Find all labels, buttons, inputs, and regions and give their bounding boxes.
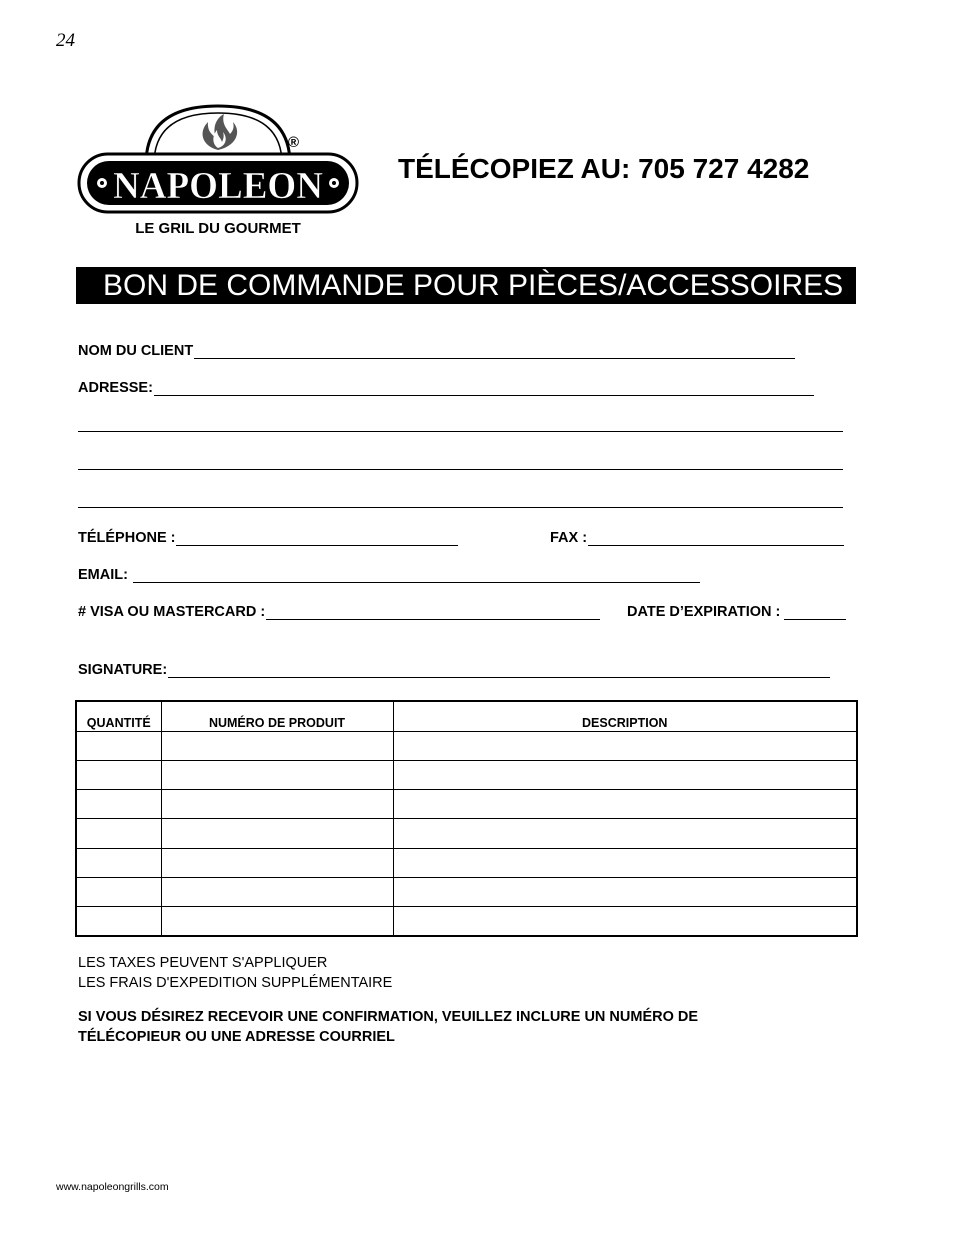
address-line[interactable] — [154, 383, 814, 396]
logo-tagline: LE GRIL DU GOURMET — [135, 220, 301, 237]
footer-url: www.napoleongrills.com — [56, 1181, 169, 1193]
quantity-cell[interactable] — [76, 907, 161, 936]
table-row — [76, 848, 857, 877]
description-cell[interactable] — [393, 877, 857, 906]
confirmation-note-line1: SI VOUS DÉSIREZ RECEVOIR UNE CONFIRMATION, VEUILLEZ INCLURE UN NUMÉRO DE — [78, 1009, 699, 1025]
fax-label: FAX : — [550, 530, 588, 546]
description-cell[interactable] — [393, 819, 857, 848]
email-field[interactable] — [78, 567, 700, 583]
card-label: # VISA OU MASTERCARD : — [78, 604, 266, 620]
address-label: ADRESSE: — [78, 380, 153, 396]
phone-field[interactable] — [78, 530, 458, 546]
table-row — [76, 877, 857, 906]
form-title: BON DE COMMANDE POUR PIÈCES/ACCESSOIRES — [76, 267, 856, 304]
logo-wordmark: NAPOLEON — [113, 165, 323, 207]
table-row — [76, 760, 857, 789]
card-line[interactable] — [266, 607, 600, 620]
description-cell[interactable] — [393, 848, 857, 877]
signature-field[interactable] — [78, 662, 830, 678]
expiry-line[interactable] — [784, 607, 846, 620]
table-row — [76, 731, 857, 760]
quantity-cell[interactable] — [76, 819, 161, 848]
confirmation-note-line2: TÉLÉCOPIEUR OU UNE ADRESSE COURRIEL — [78, 1029, 395, 1045]
signature-label: SIGNATURE: — [78, 662, 168, 678]
shipping-note: LES FRAIS D'EXPEDITION SUPPLÉMENTAIRE — [78, 975, 393, 991]
product-number-cell[interactable] — [161, 877, 393, 906]
product-number-cell[interactable] — [161, 760, 393, 789]
email-label: EMAIL: — [78, 567, 128, 583]
product-number-cell[interactable] — [161, 731, 393, 760]
table-header-row — [76, 701, 857, 731]
client-name-line[interactable] — [194, 346, 795, 359]
client-name-label: NOM DU CLIENT — [78, 343, 194, 359]
fax-line[interactable] — [588, 533, 844, 546]
email-line[interactable] — [133, 570, 700, 583]
product-number-cell[interactable] — [161, 848, 393, 877]
phone-line[interactable] — [176, 533, 458, 546]
order-table — [75, 700, 858, 937]
product-number-cell[interactable] — [161, 907, 393, 936]
header-product-number: NUMÉRO DE PRODUIT — [161, 701, 393, 731]
signature-line[interactable] — [168, 665, 830, 678]
page-number: 24 — [56, 30, 75, 51]
taxes-note: LES TAXES PEUVENT S'APPLIQUER — [78, 955, 328, 971]
description-cell[interactable] — [393, 760, 857, 789]
quantity-cell[interactable] — [76, 877, 161, 906]
product-number-cell[interactable] — [161, 790, 393, 819]
client-name-field[interactable] — [78, 343, 795, 359]
address-line-4[interactable] — [78, 507, 843, 508]
table-row — [76, 790, 857, 819]
quantity-cell[interactable] — [76, 731, 161, 760]
quantity-cell[interactable] — [76, 790, 161, 819]
expiry-label: DATE D’EXPIRATION : — [627, 604, 781, 620]
expiry-field[interactable] — [627, 604, 846, 620]
description-cell[interactable] — [393, 790, 857, 819]
phone-label: TÉLÉPHONE : — [78, 530, 176, 546]
product-number-cell[interactable] — [161, 819, 393, 848]
registered-mark: ® — [288, 134, 300, 151]
header-quantity: QUANTITÉ — [76, 701, 161, 731]
header-description: DESCRIPTION — [393, 701, 857, 731]
description-cell[interactable] — [393, 731, 857, 760]
quantity-cell[interactable] — [76, 848, 161, 877]
address-line-3[interactable] — [78, 469, 843, 470]
fax-field[interactable] — [550, 530, 844, 546]
table-row — [76, 819, 857, 848]
address-field[interactable] — [78, 380, 814, 396]
fax-heading: TÉLÉCOPIEZ AU: 705 727 4282 — [398, 153, 810, 184]
quantity-cell[interactable] — [76, 760, 161, 789]
napoleon-logo — [76, 102, 360, 238]
description-cell[interactable] — [393, 907, 857, 936]
address-line-2[interactable] — [78, 431, 843, 432]
card-field[interactable] — [78, 604, 600, 620]
table-row — [76, 907, 857, 936]
